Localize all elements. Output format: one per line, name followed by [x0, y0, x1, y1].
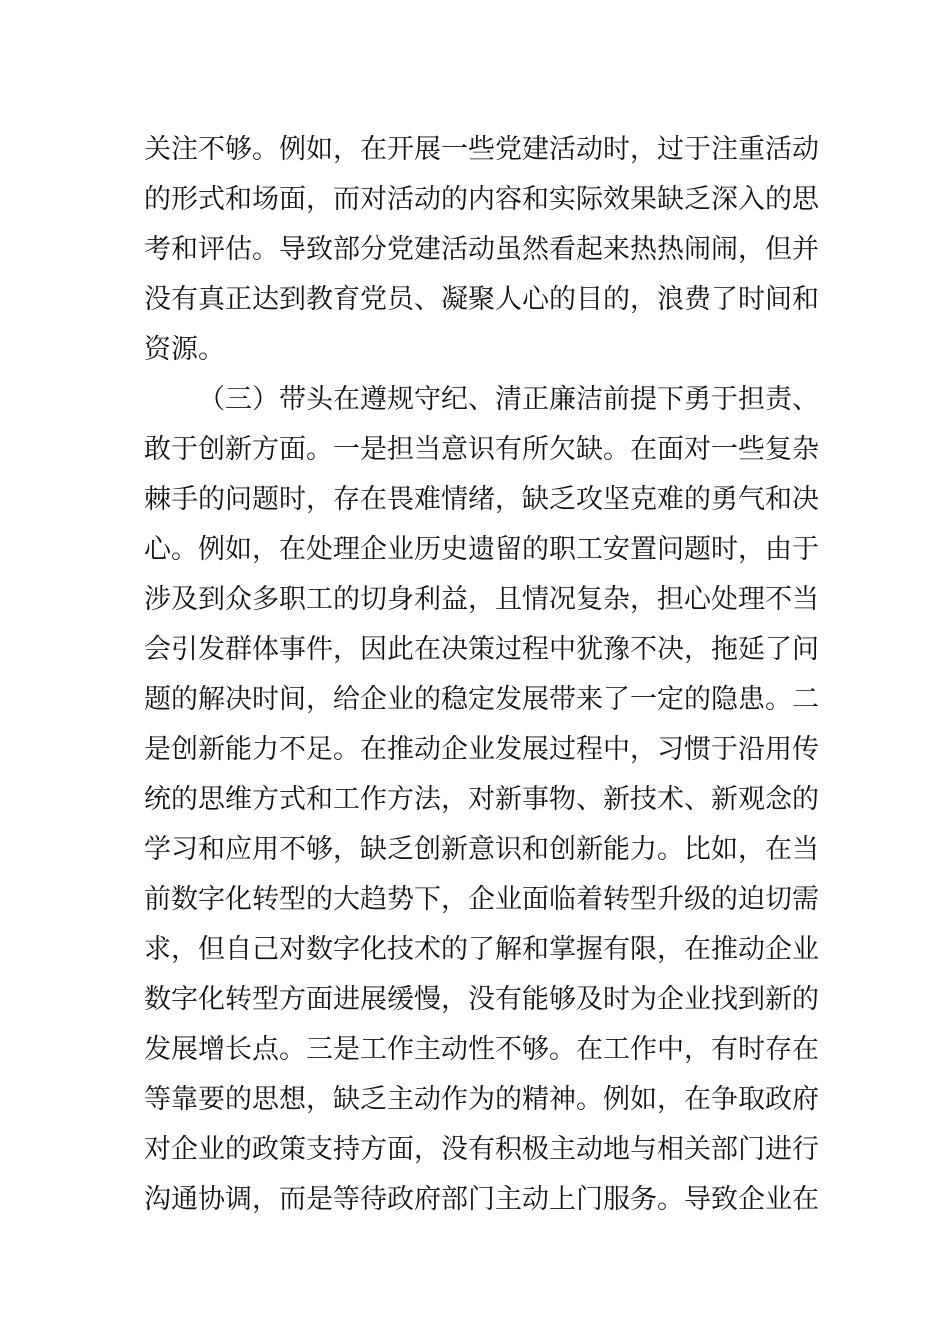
text-line: 没有真正达到教育党员、凝聚人心的目的，浪费了时间和 — [144, 284, 819, 315]
text-line: 发展增长点。三是工作主动性不够。在工作中，有时存在 — [144, 1034, 819, 1065]
text-line: 统的思维方式和工作方法，对新事物、新技术、新观念的 — [144, 784, 819, 815]
text-line: 前数字化转型的大趋势下，企业面临着转型升级的迫切需 — [144, 884, 819, 915]
text-line: 是创新能力不足。在推动企业发展过程中，习惯于沿用传 — [144, 734, 819, 765]
body-text — [144, 125, 819, 1225]
text-line: 数字化转型方面进展缓慢，没有能够及时为企业找到新的 — [144, 984, 819, 1015]
text-line: 会引发群体事件，因此在决策过程中犹豫不决，拖延了问 — [144, 634, 819, 665]
text-line: 考和评估。导致部分党建活动虽然看起来热热闹闹，但并 — [144, 234, 819, 265]
text-line: 资源。 — [144, 334, 225, 365]
text-line: 学习和应用不够，缺乏创新意识和创新能力。比如，在当 — [144, 834, 819, 865]
section-heading-line: （三）带头在遵规守纪、清正廉洁前提下勇于担责、 — [198, 384, 819, 415]
text-line: 的形式和场面，而对活动的内容和实际效果缺乏深入的思 — [144, 184, 819, 215]
text-line: 等靠要的思想，缺乏主动作为的精神。例如，在争取政府 — [144, 1084, 819, 1115]
text-line: 棘手的问题时，存在畏难情绪，缺乏攻坚克难的勇气和决 — [144, 484, 819, 515]
text-line: 心。例如，在处理企业历史遗留的职工安置问题时，由于 — [144, 534, 819, 565]
text-line: 敢于创新方面。一是担当意识有所欠缺。在面对一些复杂 — [144, 434, 819, 465]
text-line: 涉及到众多职工的切身利益，且情况复杂，担心处理不当 — [144, 584, 819, 615]
text-line: 题的解决时间，给企业的稳定发展带来了一定的隐患。二 — [144, 684, 819, 715]
text-line: 关注不够。例如，在开展一些党建活动时，过于注重活动 — [144, 134, 819, 165]
text-line: 沟通协调，而是等待政府部门主动上门服务。导致企业在 — [144, 1184, 819, 1215]
text-line: 求，但自己对数字化技术的了解和掌握有限，在推动企业 — [144, 934, 819, 965]
text-line: 对企业的政策支持方面，没有积极主动地与相关部门进行 — [144, 1134, 819, 1165]
